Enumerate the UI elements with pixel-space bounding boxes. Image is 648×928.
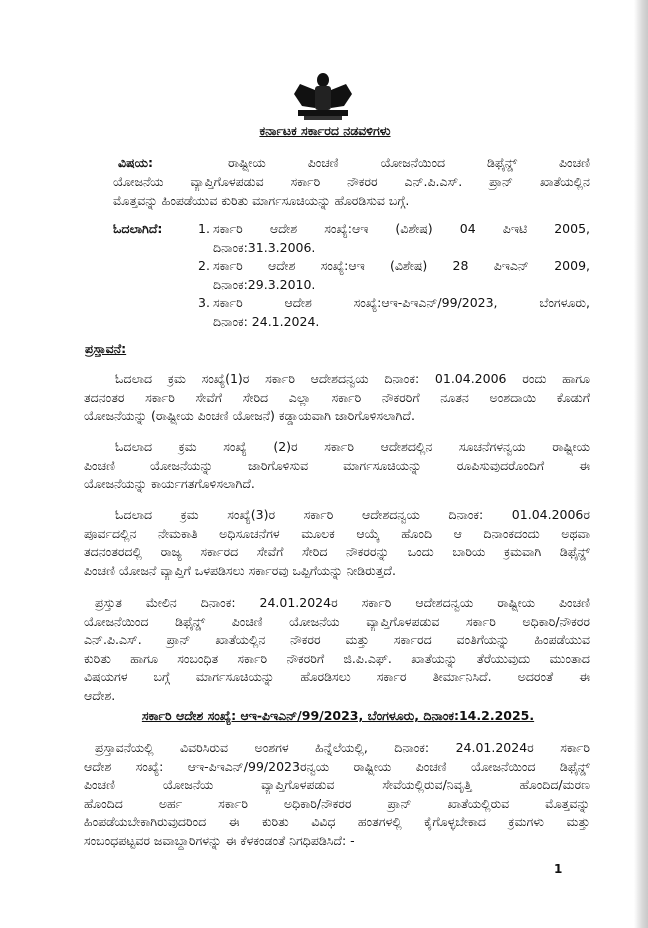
subject-line: ರಾಷ್ಟ್ರೀಯ ಪಿಂಚಣಿ ಯೋಜನೆಯಿಂದ ಡಿಫೈನ್ಡ್ ಪಿಂಚಣಿ — [228, 155, 590, 170]
order-line: ಪಿಂಚಣಿ ಯೋಜನೆಯ ವ್ಯಾಪ್ತಿಗೊಳಪಡುವ ಸೇವೆಯಲ್ಲಿರುವ/ನಿವೃತ್ತಿ ಹೊಂದಿದ/ಮರಣ — [84, 777, 590, 792]
reference-line: ದಿನಾಂಕ: 24.1.2024. — [213, 313, 320, 329]
paragraph-line: ಪಿಂಚಣಿ ಯೋಜನೆ ವ್ಯಾಪ್ತಿಗೆ ಒಳಪಡಿಸಲು ಸರ್ಕಾರವು ಒಪ್ಪಿಗೆಯನ್ನು ನೀಡಿರುತ್ತದೆ. — [84, 562, 396, 578]
order-line: ಆದೇಶ ಸಂಖ್ಯೆ: ಆಇ-ಪಿಇಎನ್/99/2023ರನ್ವಯ ರಾಷ್ಟ್ರೀಯ ಪಿಂಚಣಿ ಯೋಜನೆಯಿಂದ ಡಿಫೈನ್ಡ್ — [84, 758, 590, 774]
paragraph-line: ತದನಂತರ ಸರ್ಕಾರಿ ಸೇವೆಗೆ ಸೇರಿದ ಎಲ್ಲಾ ಸರ್ಕಾರಿ ನೌಕರರಿಗೆ ನೂತನ ಅಂಶದಾಯಿ ಕೊಡುಗೆ — [84, 389, 590, 405]
order-heading: ಸರ್ಕಾರಿ ಆದೇಶ ಸಂಖ್ಯೆ: ಆಇ-ಪಿಇಎನ್/99/2023, ಬೆಂಗಳೂರು, ದಿನಾಂಕ:14.2.2025. — [141, 708, 535, 723]
paragraph-line: ಪ್ರಸ್ತುತ ಮೇಲಿನ ದಿನಾಂಕ: 24.01.2024ರ ಸರ್ಕಾರಿ ಆದೇಶದನ್ವಯ ರಾಷ್ಟ್ರೀಯ ಪಿಂಚಣಿ — [95, 595, 590, 610]
order-line: ಹಿಂಪಡೆಯಬೇಕಾಗಿರುವುದರಿಂದ ಈ ಕುರಿತು ವಿವಿಧ ಹಂತಗಳಲ್ಲಿ ಕೈಗೊಳ್ಳಬೇಕಾದ ಕ್ರಮಗಳು ಮತ್ತು — [84, 814, 590, 829]
karnataka-emblem-icon — [288, 72, 358, 122]
subject-line: ಮೊತ್ತವನ್ನು ಹಿಂಪಡೆಯುವ ಕುರಿತು ಮಾರ್ಗಸೂಚಿಯನ್ನು ಹೊರಡಿಸುವ ಬಗ್ಗೆ. — [113, 193, 410, 208]
paragraph-line: ಯೋಜನೆಯನ್ನು ಕಾರ್ಯಗತಗೊಳಿಸಲಾಗಿದೆ. — [84, 476, 255, 491]
paragraph-line: ಓದಲಾದ ಕ್ರಮ ಸಂಖ್ಯೆ (2)ರ ಸರ್ಕಾರಿ ಆದೇಶದಲ್ಲಿನ ಸೂಚನೆಗಳನ್ವಯ ರಾಷ್ಟ್ರೀಯ — [115, 439, 590, 454]
order-line: ಹೊಂದಿದ ಅರ್ಹ ಸರ್ಕಾರಿ ಅಧಿಕಾರಿ/ನೌಕರರ ಪ್ರಾನ್ ಖಾತೆಯಲ್ಲಿರುವ ಮೊತ್ತವನ್ನು — [84, 795, 590, 811]
reference-line: ದಿನಾಂಕ:29.3.2010. — [213, 276, 316, 292]
page-edge-shadow — [634, 0, 648, 928]
paragraph-line: ಎನ್.ಪಿ.ಎಸ್. ಪ್ರಾನ್ ಖಾತೆಯಲ್ಲಿನ ನೌಕರರ ಮತ್ತು ಸರ್ಕಾರದ ವಂತಿಗೆಯನ್ನು ಹಿಂಪಡೆಯುವ — [84, 632, 590, 647]
reference-line: ದಿನಾಂಕ:31.3.2006. — [213, 239, 316, 255]
page-number: 1 — [554, 862, 563, 876]
order-line: ಪ್ರಸ್ತಾವನೆಯಲ್ಲಿ ವಿವರಿಸಿರುವ ಅಂಶಗಳ ಹಿನ್ನೆಲೆಯಲ್ಲಿ, ದಿನಾಂಕ: 24.01.2024ರ ಸರ್ಕಾರಿ — [95, 740, 590, 755]
reference-line: ಸರ್ಕಾರಿ ಆದೇಶ ಸಂಖ್ಯೆ:ಆಇ (ವಿಶೇಷ) 04 ಪಿಇಟಿ 2005, — [213, 221, 590, 236]
paragraph-line: ಯೋಜನೆಯಿಂದ ಡಿಫೈನ್ಡ್ ಪಿಂಚಿಣಿ ಯೋಜನೆಯ ವ್ಯಾಪ್ತಿಗೊಳಪಡುವ ಸರ್ಕಾರಿ ಅಧಿಕಾರಿ/ನೌಕರರ — [84, 613, 590, 629]
subject-label: ವಿಷಯ: — [118, 155, 153, 170]
references-label: ಓದಲಾಗಿದೆ: — [113, 221, 163, 236]
paragraph-line: ಆದೇಶ. — [84, 687, 116, 703]
document-title: ಕರ್ನಾಟಕ ಸರ್ಕಾರದ ನಡವಳಿಗಳು — [259, 123, 391, 138]
reference-line: ಸರ್ಕಾರಿ ಆದೇಶ ಸಂಖ್ಯೆ:ಆಇ-ಪಿಇಎನ್/99/2023, ಬೆಂಗಳೂರು, — [213, 295, 590, 310]
paragraph-line: ಕುರಿತು ಹಾಗೂ ಸಂಬಂಧಿತ ಸರ್ಕಾರಿ ನೌಕರರಿಗೆ ಜಿ.ಪಿ.ಎಫ್. ಖಾತೆಯನ್ನು ತೆರೆಯುವುದು ಮುಂತಾದ — [84, 650, 590, 666]
reference-number: 1. — [198, 221, 210, 236]
paragraph-line: ವಿಷಯಗಳ ಬಗ್ಗೆ ಮಾರ್ಗಸೂಚಿಯನ್ನು ಹೊರಡಿಸಲು ಸರ್ಕಾರ ತೀರ್ಮಾನಿಸಿದೆ. ಅದರಂತೆ ಈ — [84, 669, 590, 684]
reference-number: 3. — [198, 295, 210, 310]
paragraph-line: ತದನಂತರದಲ್ಲಿ ರಾಜ್ಯ ಸರ್ಕಾರದ ಸೇವೆಗೆ ಸೇರಿದ ನೌಕರರನ್ನು ಒಂದು ಬಾರಿಯ ಕ್ರಮವಾಗಿ ಡಿಫೈನ್ಡ್ — [84, 544, 590, 559]
order-line: ಸಂಬಂಧಪಟ್ಟವರ ಜವಾಬ್ದಾರಿಗಳನ್ನು ಈ ಕೆಳಕಂಡಂತೆ ನಿಗಧಿಪಡಿಸಿದೆ: - — [84, 832, 355, 848]
paragraph-line: ಓದಲಾದ ಕ್ರಮ ಸಂಖ್ಯೆ(1)ರ ಸರ್ಕಾರಿ ಆದೇಶದನ್ವಯ ದಿನಾಂಕ: 01.04.2006 ರಂದು ಹಾಗೂ — [115, 371, 590, 386]
paragraph-line: ಪಿಂಚಣಿ ಯೋಜನೆಯನ್ನು ಜಾರಿಗೊಳಿಸುವ ಮಾರ್ಗಸೂಚಿಯನ್ನು ರೂಪಿಸುವುದರೊಂದಿಗೆ ಈ — [84, 457, 590, 473]
paragraph-line: ಯೋಜನೆಯನ್ನು (ರಾಷ್ಟ್ರೀಯ ಪಿಂಚಣಿ ಯೋಜನೆ) ಕಡ್ಡಾಯವಾಗಿ ಜಾರಿಗೊಳಿಸಲಾಗಿದೆ. — [84, 408, 415, 423]
preamble-heading: ಪ್ರಸ್ತಾವನೆ: — [85, 341, 127, 356]
paragraph-line: ಓದಲಾದ ಕ್ರಮ ಸಂಖ್ಯೆ(3)ರ ಸರ್ಕಾರಿ ಆದೇಶದನ್ವಯ ದಿನಾಂಕ: 01.04.2006ರ — [115, 507, 590, 522]
subject-line: ಯೋಜನೆಯ ವ್ಯಾಪ್ತಿಗೊಳಪಡುವ ಸರ್ಕಾರಿ ನೌಕರರ ಎನ್.ಪಿ.ಎಸ್. ಪ್ರಾನ್ ಖಾತೆಯಲ್ಲಿನ — [113, 174, 590, 189]
reference-line: ಸರ್ಕಾರಿ ಆದೇಶ ಸಂಖ್ಯೆ:ಆಇ (ವಿಶೇಷ) 28 ಪಿಇಎನ್ 2009, — [213, 258, 590, 273]
reference-number: 2. — [198, 258, 210, 273]
paragraph-line: ಪೂರ್ವದಲ್ಲಿನ ನೇಮಕಾತಿ ಅಧಿಸೂಚನೆಗಳ ಮೂಲಕ ಆಯ್ಕೆ ಹೊಂದಿ ಆ ದಿನಾಂಕದಂದು ಅಥವಾ — [84, 525, 590, 541]
